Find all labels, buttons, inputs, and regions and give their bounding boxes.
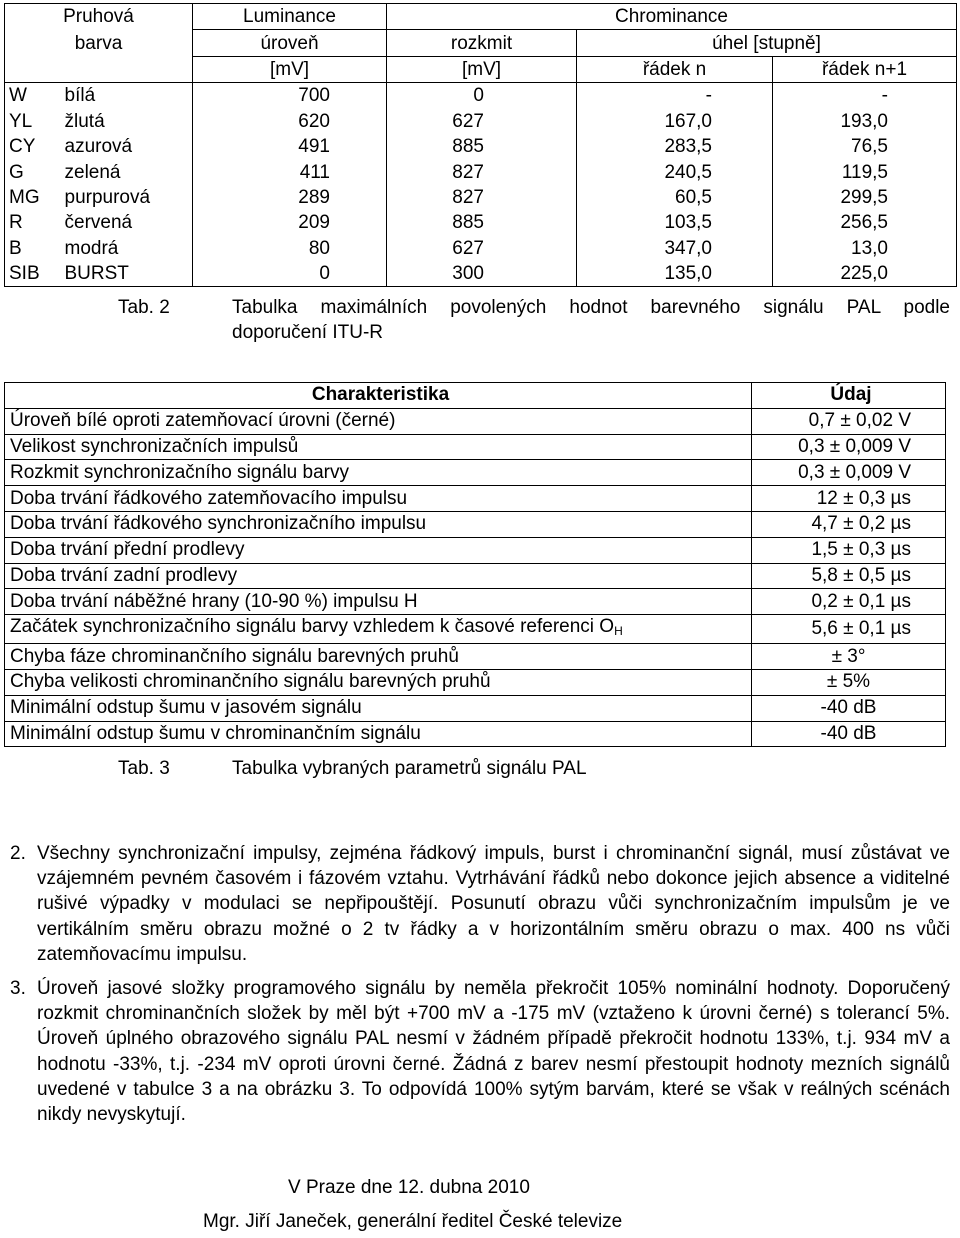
table-row [5,83,957,109]
cell-rozkmit: 627 [387,109,577,134]
table-row [5,134,957,159]
table-row [5,109,957,134]
cell-code: CY [5,134,61,159]
cell-angle-n: 240,5 [577,159,773,184]
header-radek-n: řádek n [577,56,773,82]
cell-color-name: žlutá [61,109,193,134]
cell-characteristic [5,589,752,615]
cell-value: 0,7 ± 0,02 V [752,408,946,434]
paragraph-3 [10,976,950,1127]
paragraph-number: 3. [10,978,26,999]
cell-angle-n: - [577,83,773,109]
cell-code: B [5,236,61,261]
cell-luminance: 700 [193,83,387,109]
characteristic-text: Chyba velikosti chrominančního signálu barevných pruhů [10,671,491,693]
cell-characteristic [5,644,752,670]
cell-rozkmit: 827 [387,185,577,210]
cell-angle-n: 60,5 [577,185,773,210]
paragraph-number: 2. [10,843,26,864]
cell-angle-n: 135,0 [577,261,773,287]
cell-color-name: modrá [61,236,193,261]
cell-rozkmit: 885 [387,134,577,159]
place-date: V Praze dne 12. dubna 2010 [288,1177,530,1198]
paragraph-2 [10,841,950,967]
cell-angle-n: 103,5 [577,210,773,235]
table-row [5,486,946,512]
cell-characteristic [5,511,752,537]
cell-characteristic [5,563,752,589]
cell-color-name: azurová [61,134,193,159]
cell-value: 4,7 ± 0,2 µs [752,511,946,537]
cell-value: ± 5% [752,669,946,695]
characteristic-text: Minimální odstup šumu v jasovém signálu [10,697,362,719]
header-chrominance: Chrominance [387,4,957,30]
table-row [5,460,946,486]
table2-caption-text: Tabulka vybraných parametrů signálu PAL [232,758,587,779]
cell-code: YL [5,109,61,134]
table-row [5,159,957,184]
cell-color-name: purpurová [61,185,193,210]
paragraph-text: Úroveň jasové složky programového signálu by neměla překročit 105% nominální hodnoty. Doporučený rozkmit chrominančních složek by měl být +700 mV a -175 mV (vztaženo k úrovni černé) s tolerancí 5%. Úroveň úplného obrazového signálu PAL nesmí v žádném případě překročit hodnotu 133%, t.j. 934 mV a hodnotu -33%, t.j. -234 mV oproti úrovni černé. Žádná z barev nesmí přestoupit hodnoty mezních signálů uvedené v tabulce 3 a na obrázku 3. To odpovídá 100% sytým barvám, které se však v reálných scénách nikdy nevyskytují. [37,978,950,1126]
cell-angle-n1: 256,5 [773,210,957,235]
characteristic-text: Velikost synchronizačních impulsů [10,435,299,457]
cell-characteristic [5,434,752,460]
header-uhel: úhel [stupně] [577,30,957,56]
cell-characteristic [5,721,752,747]
header-pruhova: Pruhová [5,4,193,30]
cell-characteristic [5,615,752,644]
signature: Mgr. Jiří Janeček, generální ředitel České televize [203,1211,623,1232]
table-row [5,615,946,644]
cell-color-name: zelená [61,159,193,184]
cell-angle-n1: 13,0 [773,236,957,261]
cell-color-name: BURST [61,261,193,287]
header-barva: barva [5,30,193,56]
cell-value: 12 ± 0,3 µs [752,486,946,512]
header-radek-n1: řádek n+1 [773,56,957,82]
header-uroven: úroveň [193,30,387,56]
header-rozkmit: rozkmit [387,30,577,56]
cell-angle-n: 283,5 [577,134,773,159]
cell-luminance: 209 [193,210,387,235]
cell-value: -40 dB [752,695,946,721]
cell-luminance: 620 [193,109,387,134]
header-charakteristika: Charakteristika [5,383,752,409]
cell-value: -40 dB [752,721,946,747]
cell-luminance: 411 [193,159,387,184]
table-row [5,695,946,721]
table1-caption-label: Tab. 2 [118,297,170,318]
cell-characteristic [5,460,752,486]
pal-parameters-table [4,382,946,747]
characteristic-text: Doba trvání přední prodlevy [10,539,245,561]
characteristic-text: Začátek synchronizačního signálu barvy vzhledem k časové referenci O [10,616,615,638]
cell-code: W [5,83,61,109]
table-row [5,537,946,563]
header-rozkmit-unit: [mV] [387,56,577,82]
cell-value: 5,6 ± 0,1 µs [752,615,946,644]
table-row [5,210,957,235]
cell-angle-n: 167,0 [577,109,773,134]
table2-caption-label: Tab. 3 [118,758,170,779]
cell-characteristic [5,408,752,434]
characteristic-subscript: H [614,624,623,639]
cell-angle-n1: 76,5 [773,134,957,159]
header-uroven-unit: [mV] [193,56,387,82]
table1-caption-line1: Tabulka maximálních povolených hodnot barevného signálu PAL podle [232,297,950,318]
cell-value: 0,2 ± 0,1 µs [752,589,946,615]
cell-code: G [5,159,61,184]
characteristic-text: Doba trvání zadní prodlevy [10,564,238,586]
cell-value: 1,5 ± 0,3 µs [752,537,946,563]
cell-angle-n1: 193,0 [773,109,957,134]
cell-value: ± 3° [752,644,946,670]
cell-code: MG [5,185,61,210]
cell-angle-n1: 119,5 [773,159,957,184]
cell-rozkmit: 627 [387,236,577,261]
table-row [5,185,957,210]
table-row [5,669,946,695]
characteristic-text: Úroveň bílé oproti zatemňovací úrovni (černé) [10,410,396,432]
characteristic-text: Chyba fáze chrominančního signálu barevných pruhů [10,645,459,667]
cell-characteristic [5,537,752,563]
characteristic-text: Doba trvání řádkového zatemňovacího impulsu [10,487,408,509]
cell-characteristic [5,669,752,695]
cell-value: 0,3 ± 0,009 V [752,434,946,460]
characteristic-text: Doba trvání řádkového synchronizačního impulsu [10,513,427,535]
cell-angle-n1: 225,0 [773,261,957,287]
characteristic-text: Minimální odstup šumu v chrominančním signálu [10,722,421,744]
header-luminance: Luminance [193,4,387,30]
table-row [5,589,946,615]
cell-value: 5,8 ± 0,5 µs [752,563,946,589]
table-row [5,644,946,670]
cell-code: SIB [5,261,61,287]
cell-rozkmit: 827 [387,159,577,184]
cell-characteristic [5,695,752,721]
table-row [5,236,957,261]
table-row [5,563,946,589]
cell-characteristic [5,486,752,512]
cell-color-name: bílá [61,83,193,109]
cell-luminance: 80 [193,236,387,261]
cell-value: 0,3 ± 0,009 V [752,460,946,486]
table-row [5,408,946,434]
table-row [5,261,957,287]
table-row [5,721,946,747]
cell-rozkmit: 0 [387,83,577,109]
header-udaj: Údaj [752,383,946,409]
cell-angle-n1: 299,5 [773,185,957,210]
cell-angle-n: 347,0 [577,236,773,261]
cell-rozkmit: 885 [387,210,577,235]
table-row [5,511,946,537]
characteristic-text: Doba trvání náběžné hrany (10-90 %) impulsu H [10,590,418,612]
cell-code: R [5,210,61,235]
cell-angle-n1: - [773,83,957,109]
cell-rozkmit: 300 [387,261,577,287]
table1-caption-line2: doporučení ITU-R [232,322,384,343]
table-row [5,434,946,460]
cell-luminance: 289 [193,185,387,210]
cell-luminance: 491 [193,134,387,159]
color-bars-table [4,3,957,287]
cell-color-name: červená [61,210,193,235]
characteristic-text: Rozkmit synchronizačního signálu barvy [10,461,349,483]
cell-luminance: 0 [193,261,387,287]
paragraph-text: Všechny synchronizační impulsy, zejména řádkový impuls, burst i chrominanční signál, musí zůstávat ve vzájemném pevném časovém i fázovém vztahu. Vytrhávání řádků nebo dokonce jejich absence a viditelné rušivé výpadky v modulaci se nepřipouštějí. Posunutí obrazu vůči synchronizačním impulsům je ve vertikálním směru obrazu možné o 2 tv řádky a v horizontálním směru obrazu o max. 400 ns vůči zatemňovacímu impulsu. [37,843,950,965]
